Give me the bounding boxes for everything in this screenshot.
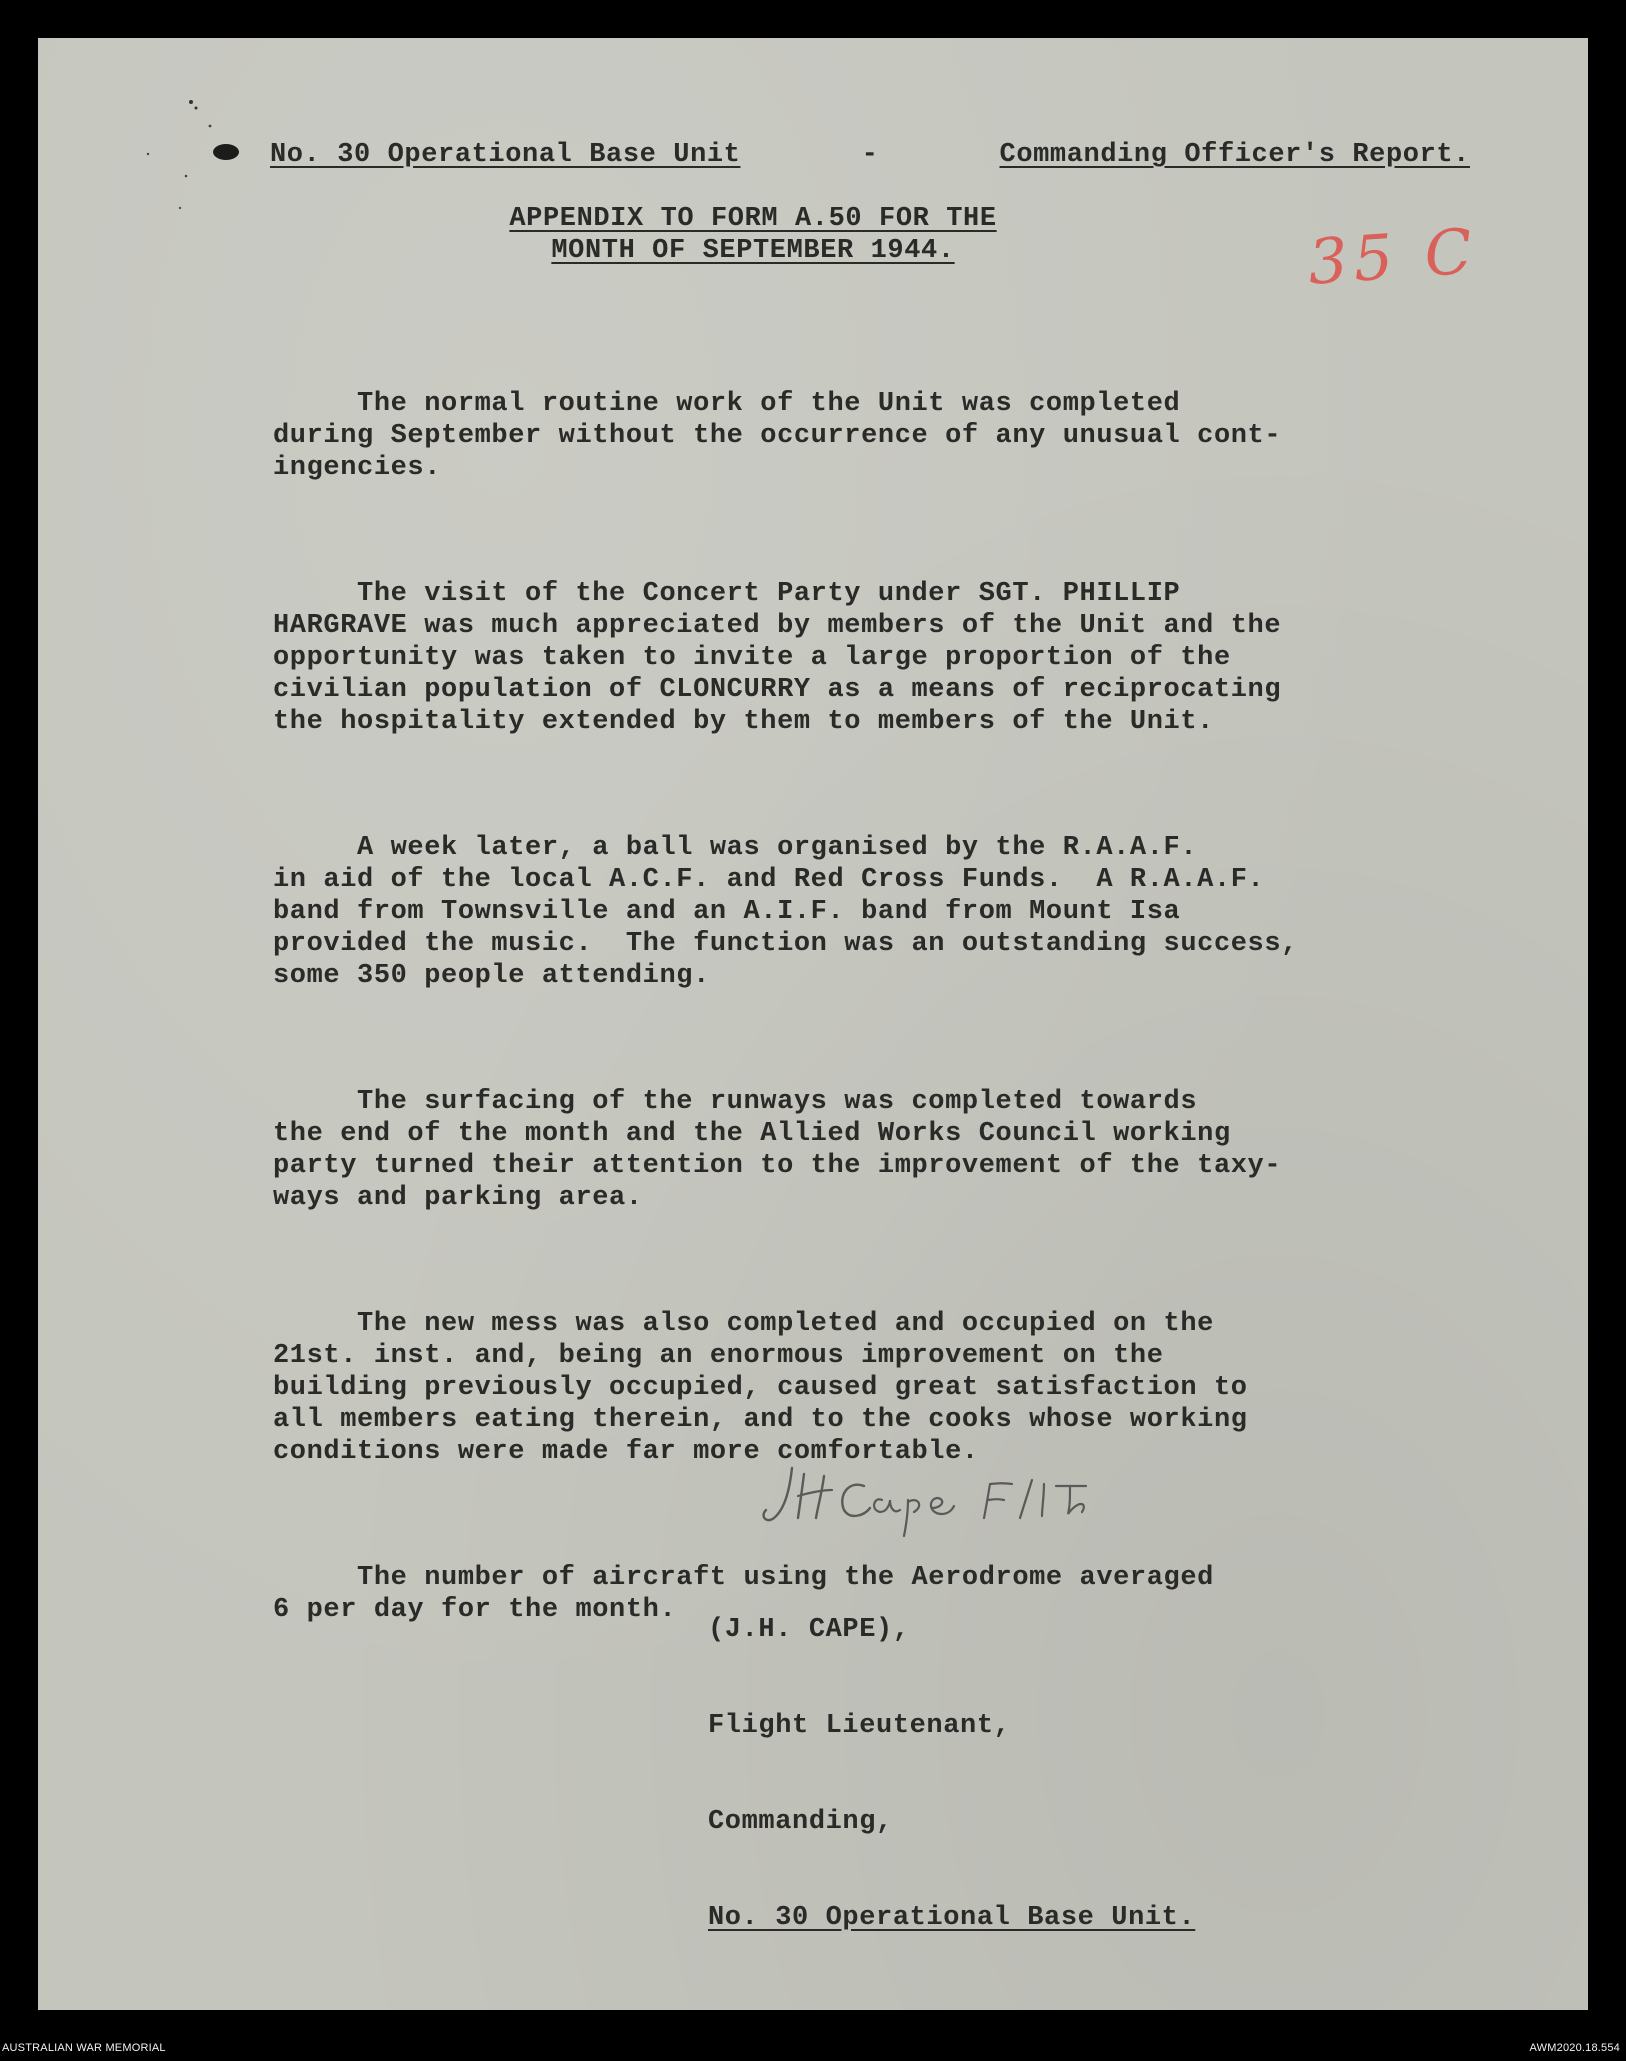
ink-speck: [209, 125, 212, 128]
folio-number: 35 C: [1305, 214, 1481, 299]
paragraph-concert-party: [273, 578, 1543, 738]
appendix-title-line-2: MONTH OF SEPTEMBER 1944.: [551, 236, 955, 266]
text-line: HARGRAVE was much appreciated by members of the Unit and the: [273, 611, 1282, 641]
text-line: conditions were made far more comfortable.: [273, 1437, 979, 1467]
signatory-name: (J.H. CAPE),: [708, 1615, 910, 1645]
report-header: [270, 140, 1470, 170]
text-line: 21st. inst. and, being an enormous improvement on the: [273, 1341, 1164, 1371]
signature-block: [708, 1550, 1195, 1998]
text-line: The number of aircraft using the Aerodrome averaged: [273, 1563, 1214, 1593]
ink-speck: [189, 100, 193, 104]
text-line: band from Townsville and an A.I.F. band from Mount Isa: [273, 897, 1181, 927]
ink-speck: [147, 153, 149, 155]
ink-blot: [213, 144, 239, 160]
text-line: provided the music. The function was an outstanding success,: [273, 929, 1298, 959]
text-line: building previously occupied, caused great satisfaction to: [273, 1373, 1248, 1403]
signatory-rank: Flight Lieutenant,: [708, 1711, 1011, 1741]
text-line: during September without the occurrence of any unusual cont-: [273, 421, 1282, 451]
signatory-role: Commanding,: [708, 1807, 893, 1837]
archive-credit: AUSTRALIAN WAR MEMORIAL: [2, 2042, 166, 2054]
text-line: 6 per day for the month.: [273, 1595, 677, 1625]
text-line: all members eating therein, and to the cooks whose working: [273, 1405, 1248, 1435]
text-line: party turned their attention to the improvement of the taxy-: [273, 1151, 1282, 1181]
text-line: The normal routine work of the Unit was completed: [273, 389, 1181, 419]
paragraph-runways: [273, 1086, 1543, 1214]
text-line: civilian population of CLONCURRY as a means of reciprocating: [273, 675, 1282, 705]
document-page: [38, 38, 1588, 2010]
handwritten-signature: [752, 1456, 1152, 1546]
paragraph-new-mess: [273, 1308, 1543, 1468]
ink-speck: [195, 107, 198, 110]
paragraph-ball: [273, 832, 1543, 992]
ink-specks: [38, 38, 338, 338]
header-unit: No. 30 Operational Base Unit: [270, 140, 741, 170]
text-line: The surfacing of the runways was completed towards: [273, 1087, 1198, 1117]
text-line: some 350 people attending.: [273, 961, 710, 991]
text-line: ways and parking area.: [273, 1183, 643, 1213]
text-line: in aid of the local A.C.F. and Red Cross Funds. A R.A.A.F.: [273, 865, 1265, 895]
text-line: ingencies.: [273, 453, 442, 483]
text-line: the hospitality extended by them to members of the Unit.: [273, 707, 1214, 737]
paragraph-routine: [273, 388, 1543, 484]
signatory-unit: No. 30 Operational Base Unit.: [708, 1903, 1196, 1933]
text-line: opportunity was taken to invite a large proportion of the: [273, 643, 1231, 673]
text-line: the end of the month and the Allied Works Council working: [273, 1119, 1231, 1149]
appendix-title-line-1: APPENDIX TO FORM A.50 FOR THE: [509, 204, 997, 234]
text-line: The visit of the Concert Party under SGT. PHILLIP: [273, 579, 1181, 609]
header-report-title: Commanding Officer's Report.: [999, 140, 1470, 170]
text-line: A week later, a ball was organised by the R.A.A.F.: [273, 833, 1198, 863]
text-line: The new mess was also completed and occupied on the: [273, 1309, 1214, 1339]
ink-speck: [185, 175, 188, 178]
archive-reference: AWM2020.18.554: [1529, 2042, 1620, 2054]
header-separator: -: [861, 140, 879, 170]
